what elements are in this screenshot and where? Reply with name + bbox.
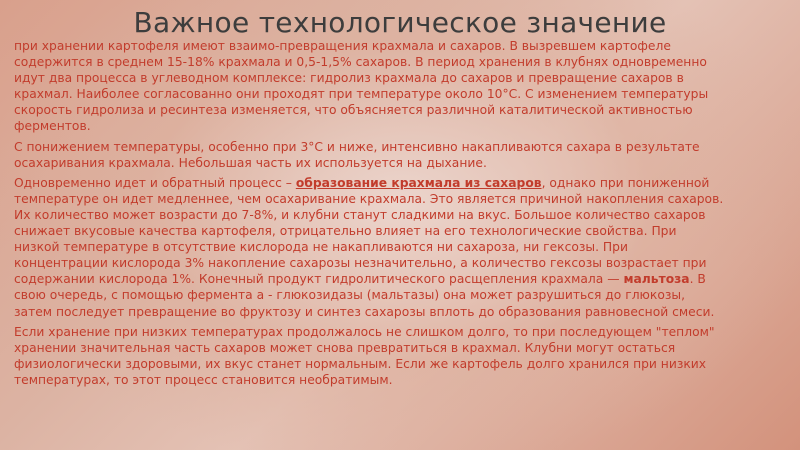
paragraph-1: при хранении картофеля имеют взаимо-превращения крахмала и сахаров. В вызревшем картофеле содержится в среднем 15-18% крахмала и 0,5-1,5% сахаров. В период хранения в клубнях одновременно идут два процесса в углеводном комплексе: гидролиз крахмала до сахаров и превращение сахаров в крахмал. Наиболее согласованно они проходят при температуре около 10°С. С изменением температуры скорость гидролиза и ресинтеза изменяется, что объясняется различной каталитической активностью ферментов. (14, 39, 709, 134)
paragraph-3-part-c: . В свою очередь, с помощью фермента а - глюкозидазы (мальтазы) она может разрушиться до глюкозы, затем последует превращение во фруктозу и синтез сахарозы вплоть до образования равновесной смеси. (14, 272, 715, 319)
paragraph-4: Если хранение при низких температурах продолжалось не слишком долго, то при последующем "теплом" хранении значительная часть сахаров может снова превратиться в крахмал. Клубни могут остаться физиологически здоровыми, их вкус станет нормальным. Если же картофель долго хранился при низких температурах, то этот процесс становится необратимым. (14, 324, 715, 387)
paragraph-3-part-a: Одновременно идет и обратный процесс – (14, 175, 296, 190)
slide-body (14, 38, 724, 392)
starch-formation-highlight: образование крахмала из сахаров (295, 175, 542, 190)
paragraph-3-part-b: , однако при пониженной температуре он идет медленнее, чем осахаривание крахмала. Это является причиной накопления сахаров. Их количество может возрасти до 7-8%, и клубни станут сладкими на вкус. Большое количество сахаров снижает вкусовые качества картофеля, отрицательно влияет на его технологические свойства. При низкой температуре в отсутствие кислорода не накапливаются ни сахароза, ни гексозы. При концентрации кислорода 3% накопление сахарозы незначительно, а количество гексозы возрастает при содержании кислорода 1%. Конечный продукт гидролитического расщепления крахмала — (14, 175, 724, 287)
slide-title: Важное технологическое значение (133, 6, 667, 39)
paragraph-2: С понижением температуры, особенно при 3°С и ниже, интенсивно накапливаются сахара в результате осахаривания крахмала. Небольшая часть их используется на дыхание. (14, 139, 700, 170)
maltose-term: мальтоза (623, 272, 690, 287)
paragraph-3 (14, 175, 724, 320)
